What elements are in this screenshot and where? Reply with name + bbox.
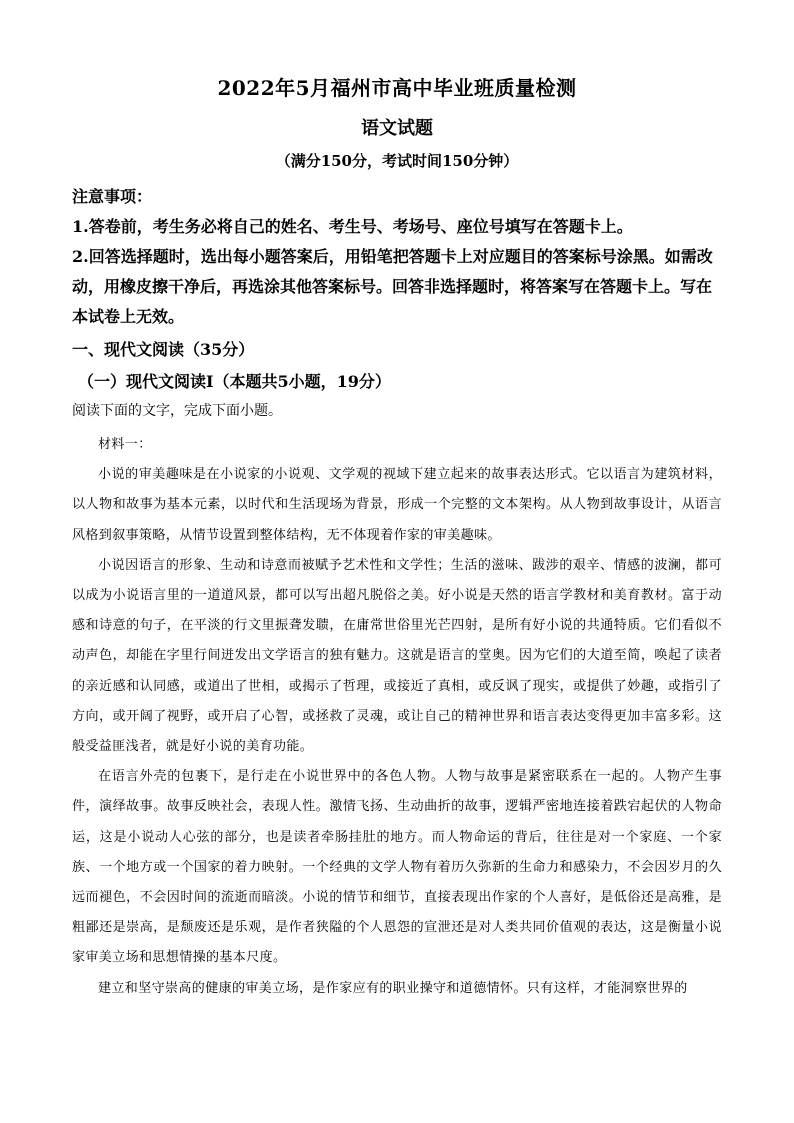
material-text: [72, 430, 722, 1004]
exam-title: 2022年5月福州市高中毕业班质量检测: [217, 76, 577, 100]
notice-item-1: 1.答卷前，考生务必将自己的姓名、考生号、考场号、座位号填写在答题卡上。: [72, 217, 633, 236]
material-paragraph: 小说的审美趣味是在小说家的小说观、文学观的视域下建立起来的故事表达形式。它以语言为建筑材料，以人物和故事为基本元素，以时代和生活现场为背景，形成一个完整的文本架构。从人物到故事设计，从语言风格到叙事策略，从情节设置到整体结构，无不体现着作家的审美趣味。: [72, 467, 722, 543]
material-paragraph: 在语言外壳的包裹下，是行走在小说世界中的各色人物。人物与故事是紧密联系在一起的。人物产生事件，演绎故事。故事反映社会，表现人性。激情飞扬、生动曲折的故事，逻辑严密地连接着跌宕起伏的人物命运，这是小说动人心弦的部分，也是读者牵肠挂肚的地方。而人物命运的背后，往往是对一个家庭、一个家族、一个地方或一个国家的着力映射。一个经典的文学人物有着历久弥新的生命力和感染力，不会因岁月的久远而褪色，不会因时间的流逝而暗淡。小说的情节和细节，直接表现出作家的个人喜好，是低俗还是高雅，是粗鄙还是崇高，是颓废还是乐观，是作者狭隘的个人恩怨的宣泄还是对人类共同价值观的表达，这是衡量小说家审美立场和思想情操的基本尺度。: [72, 769, 722, 966]
subsection-title: （一）现代文阅读Ⅰ（本题共5小题，19分）: [78, 372, 391, 391]
exam-subtitle: 语文试题: [361, 118, 433, 139]
notice-item-2: 2.回答选择题时，选出每小题答案后，用铅笔把答题卡上对应题目的答案标号涂黑。如需改动，用橡皮擦干净后，再选涂其他答案标号。回答非选择题时，将答案写在答题卡上。写在本试卷上无效。: [72, 247, 713, 326]
exam-meta: （满分150分，考试时间150分钟）: [275, 152, 519, 170]
notice-heading: 注意事项：: [72, 187, 153, 206]
material-paragraph: 小说因语言的形象、生动和诗意而被赋予艺术性和文学性；生活的滋味、跋涉的艰辛、情感的波澜，都可以成为小说语言里的一道道风景，都可以写出超凡脱俗之美。好小说是天然的语言学教材和美育教材。富于动感和诗意的句子，在平淡的行文里振聋发聩，在庸常世俗里光芒四射，是所有好小说的共通特质。它们看似不动声色，却能在字里行间迸发出文学语言的独有魅力。这就是语言的堂奥。因为它们的大道至简，唤起了读者的亲近感和认同感，或道出了世相，或揭示了哲理，或接近了真相，或反讽了现实，或提供了妙趣，或指引了方向，或开阔了视野，或开启了心智，或拯救了灵魂，或让自己的精神世界和语言表达变得更加丰富多彩。这般受益匪浅者，就是好小说的美育功能。: [72, 557, 722, 755]
reading-instruction: 阅读下面的文字，完成下面小题。: [72, 403, 282, 419]
material-label: 材料一：: [98, 437, 152, 452]
section-title: 一、现代文阅读（35分）: [72, 340, 255, 359]
material-paragraph: 建立和坚守崇高的健康的审美立场，是作家应有的职业操守和道德情怀。只有这样，才能洞察世界的: [98, 980, 688, 996]
notice-block: [72, 182, 722, 332]
